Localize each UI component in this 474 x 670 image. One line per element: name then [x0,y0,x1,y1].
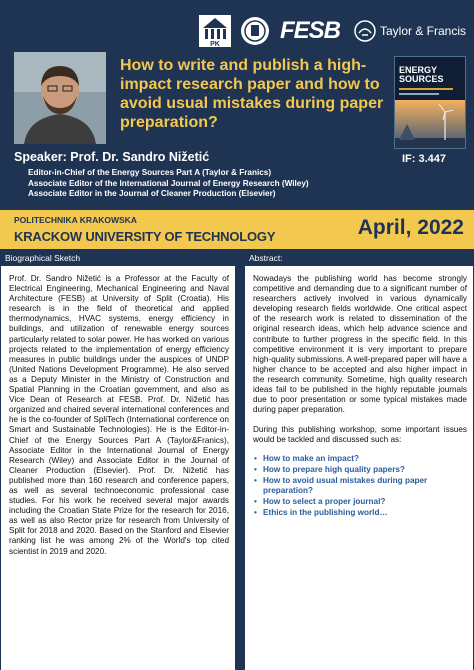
speaker-role: Associate Editor of the International Journal of Energy Research (Wiley) [28,178,309,188]
university-seal-icon [240,14,270,48]
journal-cover-title-line1: ENERGY [399,65,438,75]
page-title: How to write and publish a high-impact research paper and how to avoid usual mistakes during paper preparation? [120,57,384,131]
topic-item: • Ethics in the publishing world… [253,508,467,518]
speaker-role: Editor-in-Chief of the Energy Sources Part A (Taylor & Franics) [28,168,272,177]
university-name-english: KRACKOW UNIVERSITY OF TECHNOLOGY [14,229,276,244]
bio-panel [1,266,235,670]
cover-image [395,100,465,148]
event-date: April, 2022 [357,216,464,239]
abstract-heading: Abstract: [245,252,473,265]
pk-logo [198,14,232,48]
fesb-logo: FESB [280,17,341,44]
topic-item: • How to avoid usual mistakes during paper preparation? [253,476,467,496]
speaker-roles [28,168,309,200]
column-divider [235,252,245,670]
cover-rule [399,93,439,95]
topic-item: • How to prepare high quality papers? [253,465,467,475]
taylor-francis-text: Taylor & Francis [380,24,467,38]
abstract-paragraph: Nowadays the publishing world has become strongly competitive and demanding due to a significant number of researchers actively involved in various dynamically developing research fields worldwide. One critical aspect of the research work is related to dissemination of the original research ideas, which help advance science and contribute to further progress in the specific field. In this competitive environment it is very important to prepare high-quality submissions. A well-prepared paper will have a higher chance to be accepted and also higher impact in the research community. Sometime, high quality research ideas fail to be published in the highly reputable journals due to poor presentation or some typical mistakes made during paper preparation. [253,274,467,415]
pk-logo-text: PK [210,41,220,48]
partner-logos [198,14,470,48]
abstract-paragraph: During this publishing workshop, some important issues would be tackled and discussed such as: [253,425,467,445]
abstract-panel [245,266,473,670]
bio-text: Prof. Dr. Sandro Nižetić is a Professor at the Faculty of Electrical Engineering, Mechanical Engineering and Naval Architecture (FESB) at University of Split (Croatia). His research is in the field of theoretical and applied thermodynamics, HVAC systems, energy efficiency in buildings, and utilization of renewable energy sources particularly related to solar power. He has worked on various projects related to the implementation of energy efficiency measures in public buildings under the auspices of UNDP (United Nations Development Programme). He also served as a Deputy Minister in the Ministry of Construction and Spatial Planning in the Croatian government, and also as Vice Dean of Research at FESB. Prof. Dr. Nižetić has organized and chaired several international conferences and he is the co-founder of SpliTech (International conference on Smart and Sustainable Technologies). He is the Editor-in-Chief of the Energy Sources Part A (Taylor&Franics), Associate Editor in the International Journal of Energy Research (Wiley) and Associate Editor in the Journal of Cleaner Production (Elsevier). Prof. Dr. Nižetić has published more than 160 research and conference papers, as well as several technoeconomic professional case studies. For his work he received several major awards including the Croatian State Prize for the research for 2016, as well as also Rector prize for research from University of Split for 2018 and 2020. Based on the Stanford and Elsevier ranking list he was among 2% of the World's top cited scientist in 2019 and 2020. [9,274,229,556]
journal-cover [394,56,466,149]
topic-item: • How to select a proper journal? [253,497,467,507]
speaker-name: Speaker: Prof. Dr. Sandro Nižetić [14,150,210,164]
impact-factor: IF: 3.447 [402,153,447,165]
taylor-francis-logo [354,14,470,48]
topic-list [253,454,467,519]
journal-cover-title [399,66,444,84]
speaker-role: Associate Editor in the Journal of Cleaner Production (Elsevier) [28,189,276,198]
journal-cover-title-line2: SOURCES [399,74,444,84]
university-name-native: POLITECHNIKA KRAKOWSKA [14,215,137,225]
university-banner [0,210,474,249]
wind-turbine-icon [395,100,466,148]
topic-item: • How to make an impact? [253,454,467,464]
taylor-francis-icon [354,20,376,42]
cover-rule [399,88,453,90]
speaker-photo-image [14,52,106,144]
speaker-photo [14,52,106,144]
bio-heading: Biographical Sketch [1,252,235,265]
